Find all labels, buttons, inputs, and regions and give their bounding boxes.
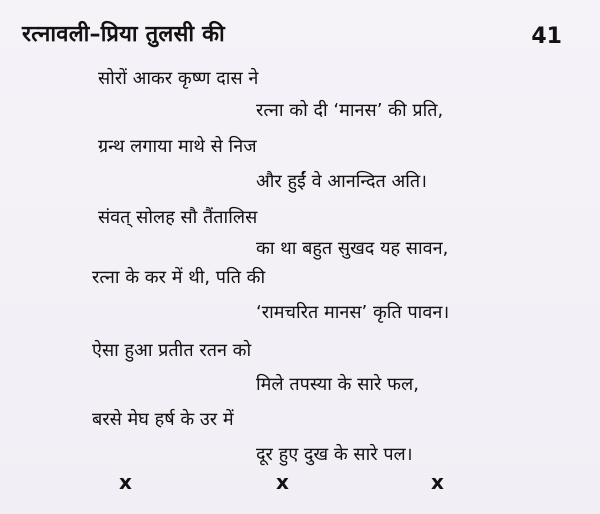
bleed-through-text bbox=[110, 320, 115, 338]
poem-line-3: ग्रन्थ लगाया माथे से निज bbox=[98, 136, 257, 157]
page-number: 41 bbox=[531, 24, 562, 49]
footer-mark: x bbox=[276, 470, 289, 494]
poem-line-7: रत्ना के कर में थी, पति की bbox=[92, 267, 266, 288]
poem-line-10: मिले तपस्या के सारे फल, bbox=[256, 374, 419, 395]
poem-line-2: रत्ना को दी ‘मानस’ की प्रति, bbox=[256, 100, 444, 121]
poem-line-6: का था बहुत सुखद यह सावन, bbox=[256, 238, 449, 259]
poem-line-12: दूर हुए दुख के सारे पल। bbox=[256, 444, 413, 465]
footer-mark: x bbox=[119, 470, 132, 494]
poem-line-9: ऐसा हुआ प्रतीत रतन को bbox=[92, 340, 252, 361]
poem-line-4: और हुईं वे आनन्दित अति। bbox=[256, 171, 427, 192]
poem-line-5: संवत् सोलह सौ तैंतालिस bbox=[98, 207, 258, 228]
poem-line-8: ‘रामचरित मानस’ कृति पावन। bbox=[256, 302, 450, 323]
poem-line-1: सोरों आकर कृष्ण दास ने bbox=[98, 68, 259, 89]
running-head: रत्नावली–प्रिया तुलसी की bbox=[22, 22, 225, 47]
bleed-through-text bbox=[70, 165, 75, 183]
poem-line-11: बरसे मेघ हर्ष के उर में bbox=[92, 409, 234, 430]
footer-mark: x bbox=[431, 470, 444, 494]
